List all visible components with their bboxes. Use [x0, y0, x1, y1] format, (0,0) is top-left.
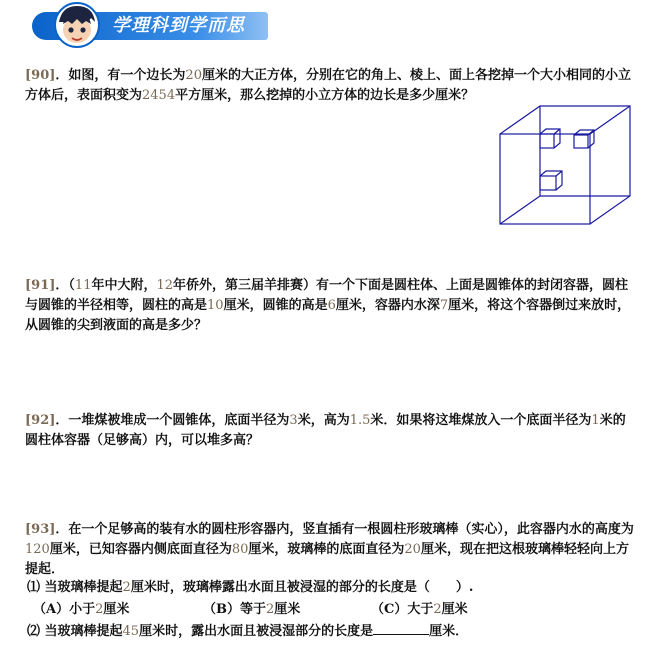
question-text: 厘米时，玻璃棒露出水面且被浸湿的部分的长度是（ ）.: [130, 580, 474, 595]
value: 7: [439, 298, 449, 313]
question-text: 厘米的大正方体，分别在它的角上、棱上、面上各挖掉一个大小相同的小立方体后，表面积变为: [25, 68, 631, 103]
sub-question-2: [27, 620, 639, 642]
question-text: 厘米，容器内水深: [335, 298, 440, 313]
question-text: 厘米．: [429, 624, 469, 639]
question-text: ⑵ 当玻璃棒提起: [27, 624, 123, 639]
option-text: （C）大于: [371, 602, 434, 617]
value: 2: [433, 602, 442, 617]
option-text: 厘米: [441, 602, 468, 617]
sub-question-1: [27, 578, 639, 598]
option-c: [371, 598, 468, 617]
value: 20: [404, 542, 421, 557]
question-text: 年中大附，: [91, 278, 157, 293]
value: 2: [266, 602, 275, 617]
question-text: 平方厘米，那么挖掉的小立方体的边长是多少厘米？: [175, 88, 475, 103]
question-text: 米．如果将这堆煤放入一个底面半径为: [370, 413, 592, 428]
question-90: [25, 66, 637, 106]
cube-figure: [498, 104, 632, 226]
value: 6: [327, 298, 336, 313]
question-text: 厘米，玻璃棒的底面直径为: [248, 542, 405, 557]
question-text: 厘米，现在把这根玻璃棒轻轻向上方提起．: [25, 542, 629, 577]
option-text: 厘米: [103, 602, 130, 617]
avatar-icon: [50, 2, 104, 48]
value: 11: [74, 278, 92, 293]
question-text: ．在一个足够高的装有水的圆柱形容器内，竖直插有一根圆柱形玻璃棒（实心），此容器内水的高度为: [55, 522, 634, 537]
value: 2454: [142, 88, 176, 103]
question-number: [93]: [25, 522, 56, 537]
option-a: [33, 598, 129, 617]
value: 2: [122, 580, 131, 595]
value: 1.5: [349, 413, 371, 428]
question-text: 厘米，圆锥的高是: [223, 298, 328, 313]
option-b: [203, 598, 300, 617]
banner-title: 学理科到学而思: [112, 15, 245, 36]
value: 45: [122, 624, 140, 639]
value: 80: [231, 542, 249, 557]
question-number: [91]: [25, 278, 56, 293]
value: 10: [207, 298, 224, 313]
question-number: [92]: [25, 413, 56, 428]
value: 20: [185, 68, 202, 83]
option-text: （B）等于: [203, 602, 266, 617]
question-text: ．一堆煤被堆成一个圆锥体，底面半径为: [55, 413, 290, 428]
value: 2: [95, 602, 104, 617]
question-91: [25, 276, 637, 336]
option-text: （A）小于: [33, 602, 96, 617]
question-text: 米，高为: [297, 413, 350, 428]
value: 12: [156, 278, 174, 293]
question-text: 厘米时，露出水面且被浸湿部分的长度是: [139, 624, 374, 639]
question-text: 米的圆柱体容器（足够高）内，可以堆多高？: [25, 413, 626, 448]
question-text: ⑴ 当玻璃棒提起: [27, 580, 123, 595]
question-text: 厘米，已知容器内侧底面直径为: [49, 542, 232, 557]
value: 3: [289, 413, 298, 428]
question-text: ．如图，有一个边长为: [55, 68, 186, 83]
question-text: ．（: [55, 278, 75, 293]
header-banner: [0, 0, 656, 48]
question-93: [25, 520, 637, 580]
value: 1: [591, 413, 600, 428]
question-number: [90]: [25, 68, 56, 83]
question-text: 年侨外，第三届羊排赛）有一个下面是圆柱体、上面是圆锥体的封闭容器，圆柱与圆锥的半径相等，圆柱的高是: [25, 278, 629, 313]
option-text: 厘米: [274, 602, 301, 617]
question-text: 厘米，将这个容器倒过来放时，从圆锥的尖到液面的高是多少？: [25, 298, 631, 333]
answer-blank[interactable]: [373, 620, 429, 635]
value: 120: [25, 542, 50, 557]
question-92: [25, 411, 637, 451]
